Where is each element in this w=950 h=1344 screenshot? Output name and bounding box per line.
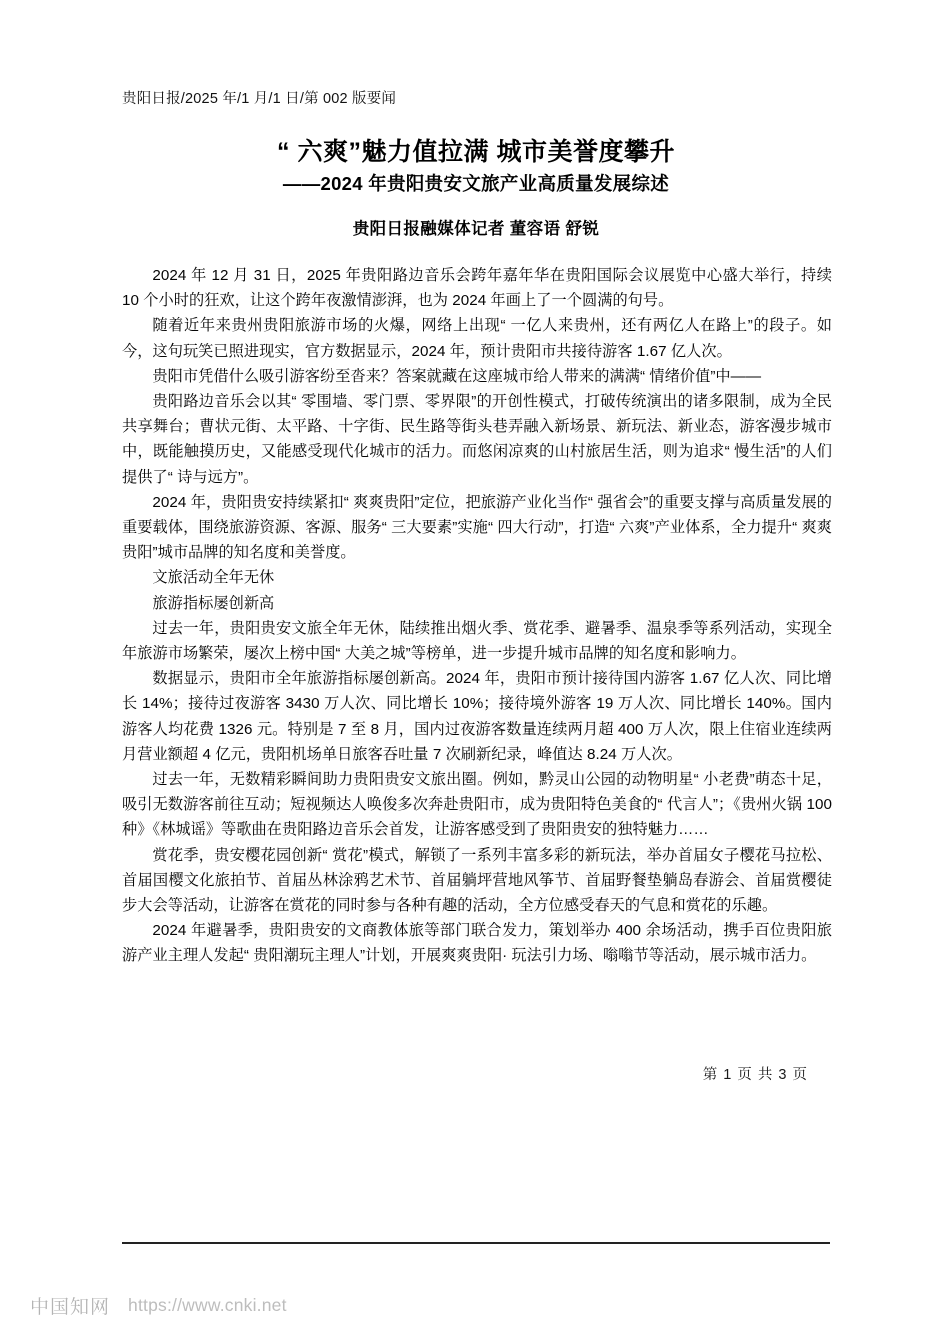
paragraph: 2024 年，贵阳贵安持续紧扣“ 爽爽贵阳”定位，把旅游产业化当作“ 强省会”的重要支撑与高质量发展的重要载体，围绕旅游资源、客源、服务“ 三大要素”实施“ 四大行动”，打造“ 六爽”产业体系，全力提升“ 爽爽贵阳”城市品牌的知名度和美誉度。: [122, 493, 832, 562]
byline: 贵阳日报融媒体记者 董容语 舒锐: [352, 220, 600, 238]
page-title: “ 六爽”魅力值拉满 城市美誉度攀升: [277, 138, 675, 166]
cnki-url-label: https://www.cnki.net: [128, 1295, 287, 1315]
paragraph: 数据显示，贵阳市全年旅游指标屡创新高。2024 年，贵阳市预计接待国内游客 1.67 亿人次、同比增长 14%；接待过夜游客 3430 万人次、同比增长 10%；接待境外游客 19 万人次、同比增长 140%。国内游客人均花费 1326 元。特别是 7 至 8 月，国内过夜游客数量连续两月超 400 万人次，限上住宿业连续两月营业额超 4 亿元，贵阳机场单日旅客吞吐量 7 次刷新纪录，峰值达 8.24 万人次。: [122, 670, 832, 763]
paragraph: 随着近年来贵州贵阳旅游市场的火爆，网络上出现“ 一亿人来贵州，还有两亿人在路上”的段子。如今，这句玩笑已照进现实，官方数据显示，2024 年，预计贵阳市共接待游客 1.67 亿人次。: [122, 317, 832, 360]
paragraph: 过去一年，无数精彩瞬间助力贵阳贵安文旅出圈。例如，黔灵山公园的动物明星“ 小老费”萌态十足，吸引无数游客前往互动；短视频达人唤俊多次奔赴贵阳市，成为贵阳特色美食的“ 代言人”；《贵州火锅 100 种》《林城谣》等歌曲在贵阳路边音乐会首发，让游客感受到了贵阳贵安的独特魅力……: [122, 771, 832, 839]
paragraph: 2024 年避暑季，贵阳贵安的文商教体旅等部门联合发力，策划举办 400 余场活动，携手百位贵阳旅游产业主理人发起“ 贵阳潮玩主理人”计划，开展爽爽贵阳· 玩法引力场、嗡嗡节等活动，展示城市活力。: [122, 922, 832, 965]
article-body: [122, 263, 832, 969]
cnki-brand-label: 中国知网: [30, 1297, 111, 1318]
paragraph: 赏花季，贵安樱花园创新“ 赏花”模式，解锁了一系列丰富多彩的新玩法，举办首届女子樱花马拉松、首届国樱文化旅拍节、首届丛林涂鸦艺术节、首届躺坪营地风筝节、首届野餐垫躺岛春游会、首届赏樱徒步大会等活动，让游客在赏花的同时参与各种有趣的活动，全方位感受春天的气息和赏花的乐趣。: [122, 846, 832, 915]
paragraph: 2024 年 12 月 31 日，2025 年贵阳路边音乐会跨年嘉年华在贵阳国际会议展览中心盛大举行，持续 10 个小时的狂欢，让这个跨年夜激情澎湃，也为 2024 年画上了一个圆满的句号。: [122, 267, 832, 310]
paragraph: 贵阳市凭借什么吸引游客纷至沓来？答案就藏在这座城市给人带来的满满“ 情绪价值”中——: [152, 367, 762, 385]
paragraph: 过去一年，贵阳贵安文旅全年无休，陆续推出烟火季、赏花季、避暑季、温泉季等系列活动，实现全年旅游市场繁荣，屡次上榜中国“ 大美之城”等榜单，进一步提升城市品牌的知名度和影响力。: [122, 619, 832, 663]
source-citation: 贵阳日报/2025 年/1 月/1 日/第 002 版要闻: [122, 91, 397, 107]
section-subheading: 旅游指标屡创新高: [152, 594, 275, 612]
page-subtitle: ——2024 年贵阳贵安文旅产业高质量发展综述: [282, 173, 670, 194]
headline-block: [122, 136, 830, 198]
page-number-footer: 第 1 页 共 3 页: [702, 1067, 808, 1083]
footer-divider: [122, 1242, 830, 1244]
cnki-watermark: [30, 1292, 287, 1319]
section-subheading: 文旅活动全年无休: [152, 569, 275, 587]
paragraph: 贵阳路边音乐会以其“ 零围墙、零门票、零界限”的开创性模式，打破传统演出的诸多限制，成为全民共享舞台；曹状元街、太平路、十字街、民生路等街头巷弄融入新场景、新玩法、新业态，游客漫步城市中，既能触摸历史，又能感受现代化城市的活力。而悠闲凉爽的山村旅居生活，则为追求“ 慢生活”的人们提供了“ 诗与远方”。: [122, 393, 832, 486]
